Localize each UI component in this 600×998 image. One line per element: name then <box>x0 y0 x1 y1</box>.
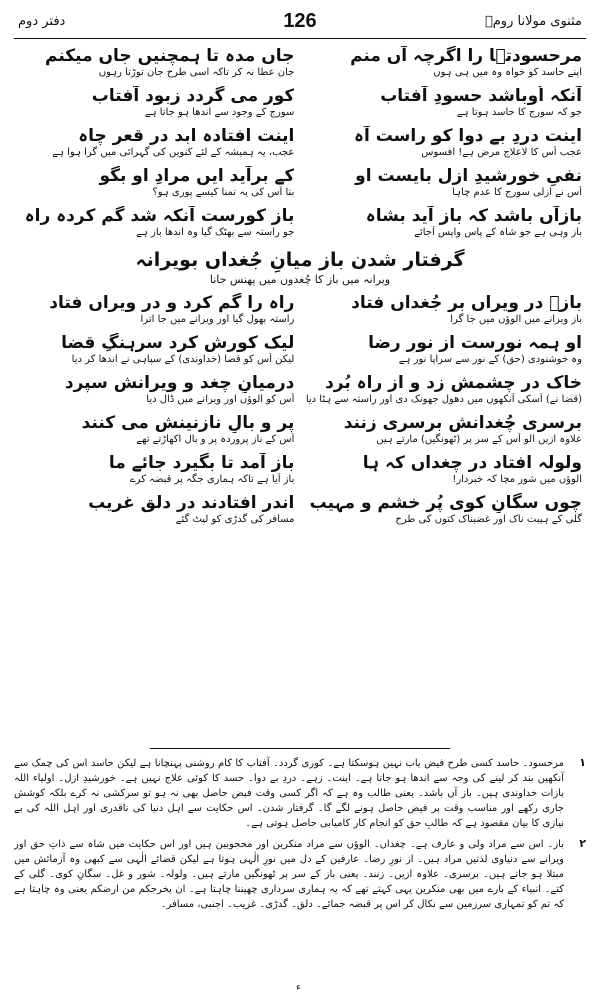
verse-block-1 <box>18 46 582 246</box>
translation-text: وہ خوشنودی (حق) کے نور سے سراپا نور ہے <box>398 354 582 365</box>
page-header <box>14 10 586 38</box>
couplet <box>18 493 582 533</box>
couplet <box>18 373 582 413</box>
verse-text: بازآں باشد کہ باز آید بشاہ <box>365 206 582 226</box>
couplet-first-hemistich <box>306 46 582 86</box>
couplet <box>18 413 582 453</box>
couplet-first-hemistich <box>306 206 582 246</box>
translation-text: گلی کے ہیبت ناک اور غضبناک کتوں کی طرح <box>395 514 582 525</box>
translation-text: جان عطا نہ کر تاکہ اسی طرح جان توڑتا رہوں <box>98 67 295 78</box>
couplet <box>18 166 582 206</box>
couplet-second-hemistich <box>18 46 294 86</box>
verse-text: آنکہ اُوباشد حسودِ آفتاب <box>380 86 582 106</box>
verse-text: باز آمد تا بگیرد جائے ما <box>108 453 295 473</box>
couplet-first-hemistich <box>306 293 582 333</box>
verse-text: خاک در چشمش زد و از راہ بُرد <box>325 373 582 393</box>
couplet-second-hemistich <box>18 126 294 166</box>
translation-text: باز ویرانے میں الوؤں میں جا گرا <box>450 314 582 325</box>
footnote-rule <box>150 748 450 749</box>
couplet <box>18 206 582 246</box>
translation-text: بتا اُس کی یہ تمنا کیسے پوری ہو؟ <box>152 187 295 198</box>
footnote-text: باز۔ اس سے مراد ولی و عارف ہے۔ چغداں۔ الوؤں سے مراد منکرین اور محجوبین ہیں اور اس حکایت میں شاہ سے ذاتِ حق اور ویرانے سے دنیاوی لذتیں مراد ہیں۔ از نورِ رضا۔ عارفین کے دل میں نورِ الٰہی ہوتا ہے لیکن قضائے الٰہی سے کبھی وہ آزمائش میں مبتلا ہو جاتے ہیں۔ برسری۔ علاوہ ازیں۔ زنند۔ یعنی باز کے سر پر ٹھونگیں مارتے ہیں۔ ولولہ۔ شور و غل۔ سگانِ کوی۔ گلی کے کتے۔ انبیاء کے بارے میں بھی منکرین یہی کہتے تھے کہ یہ ہماری سرداری چھیننا چاہتا ہے۔ ان یخرجکم من ارضکم یعنی وہ چاہتا ہے کہ تم کو تمہاری سرزمین سے نکال کر اس پر قبضہ جمائے۔ دلق۔ گدڑی۔ غریب۔ اجنبی، مسافر۔ <box>14 839 564 910</box>
couplet <box>18 86 582 126</box>
verse-text: بازؔ در ویراں بر جُغداں فتاد <box>351 293 582 313</box>
verse-text: لیک کورش کرد سرہنگِ قضا <box>61 333 295 353</box>
verse-text: او ہمہ نورست از نورِ رضا <box>368 333 582 353</box>
couplet-second-hemistich <box>18 493 294 533</box>
couplet-second-hemistich <box>18 86 294 126</box>
translation-text: جو راستہ سے بھٹک گیا وہ اندھا باز ہے <box>136 227 295 238</box>
verse-text: مرحسودتؔا را اگرچہ آں منم <box>350 46 582 66</box>
couplet-second-hemistich <box>18 453 294 493</box>
verse-text: کے برآید ایں مرادِ او بگو <box>99 166 295 186</box>
couplet-first-hemistich <box>306 86 582 126</box>
footnote-text: مرحسود۔ حاسد کسی طرح فیض یاب نہیں ہوسکتا ہے۔ کوری گردد۔ آفتاب کا کام روشنی پہنچانا ہے لیکن حاسد اس کی چمک سے آنکھیں بند کر لینے کی وجہ سے اندھا ہو جاتا ہے۔ اینت۔ زہے۔ دردِ بے دوا۔ حسد کا کوئی علاج نہیں ہے۔ خورشیدِ ازل۔ اولیاء اللہ بازات خداوندی ہیں۔ باز آں باشد۔ یعنی طالب وہ ہے کہ اگر کسی وقت فیض حاصل بھی نہ ہو تو سرکشی نہ کرے بلکہ کوشش جاری رکھے اور مناسب وقت پر فیض حاصل ہونے لگے گا۔ گرفتار شدن۔ اس حکایت سے اہل دنیا کی ناقدری اور اہل اللہ کی بے نیازی کا بیان مقصود ہے کہ طالبِ حق کو انجام کار کامیابی حاصل ہوتی ہے۔ <box>14 758 564 829</box>
verse-text: نفیِ خورشیدِ ازل بایست او <box>355 166 582 186</box>
verse-text: راہ را گم کرد و در ویراں فتاد <box>49 293 295 313</box>
translation-text: اُس کو الوؤں اور ویرانے میں ڈال دیا <box>146 394 295 405</box>
footnote <box>14 756 586 831</box>
translation-text: عجب اُس کا لاعلاج مرض ہے! افسوس <box>421 147 582 158</box>
verse-text: جاں مدہ تا ہمچنیں جاں میکنم <box>44 46 295 66</box>
verse-text: کور می گردد زبود آفتاب <box>91 86 295 106</box>
translation-text: مسافر کی گدڑی کو لپٹ گئے <box>175 514 295 525</box>
translation-text: راستہ بھول گیا اور ویرانے میں جا اترا <box>140 314 295 325</box>
verse-text: اندر افتادند در دلقِ غریب <box>88 493 295 513</box>
section-heading: گرفتار شدن باز میانِ جُغداں بویرانہ <box>135 249 465 271</box>
verse-text: اینت دردِ بے دوا کو راست آہ <box>353 126 582 146</box>
couplet <box>18 333 582 373</box>
translation-text: (قضا نے) اُسکی آنکھوں میں دھول جھونک دی اور راستہ سے ہٹا دیا <box>305 394 582 405</box>
couplet-second-hemistich <box>18 293 294 333</box>
couplet-second-hemistich <box>18 166 294 206</box>
verse-text: برسری چُغدانش برسری زنند <box>343 413 582 433</box>
couplet-first-hemistich <box>306 493 582 533</box>
translation-text: باز وہی ہے جو شاہ کے پاس واپس آجائے <box>414 227 582 238</box>
couplet-second-hemistich <box>18 333 294 373</box>
book-title: مثنوی مولانا رومؒ <box>484 14 582 29</box>
couplet-first-hemistich <box>306 373 582 413</box>
header-rule <box>14 38 586 39</box>
poem-body <box>18 46 582 738</box>
couplet-first-hemistich <box>306 413 582 453</box>
couplet-second-hemistich <box>18 206 294 246</box>
translation-text: عجب، یہ ہمیشہ کے لئے کنویں کی گہرائی میں گرا ہوا ہے <box>52 147 295 158</box>
translation-text: سورج کے وجود سے اندھا ہو جاتا ہے <box>144 107 295 118</box>
couplet-first-hemistich <box>306 166 582 206</box>
translation-text: لیکن اُس کو قضا (خداوندی) کے سپاہی نے اندھا کر دیا <box>71 354 295 365</box>
couplet-second-hemistich <box>18 413 294 453</box>
translation-text: جو کہ سورج کا حاسد ہوتا ہے <box>456 107 582 118</box>
couplet <box>18 46 582 86</box>
verse-text: درمیانِ چغد و ویرانش سپرد <box>64 373 295 393</box>
section-subheading: ویرانہ میں باز کا چُغدوں میں پھنس جانا <box>209 273 391 286</box>
couplet <box>18 453 582 493</box>
couplet-second-hemistich <box>18 373 294 413</box>
verse-text: چوں سگانِ کوی پُر خشم و مہیب <box>309 493 582 513</box>
translation-text: اپنے حاسد کو خواہ وہ میں ہی ہوں <box>433 67 582 78</box>
couplet-first-hemistich <box>306 126 582 166</box>
page-mark: ء <box>296 982 301 993</box>
verse-text: ولولہ افتاد در چغداں کہ ہا <box>362 453 582 473</box>
couplet <box>18 126 582 166</box>
footnote-number: ۲ <box>579 837 586 850</box>
couplet <box>18 293 582 333</box>
translation-text: اُس کے ناز پروردہ پر و بال اکھاڑتے تھے <box>136 434 295 445</box>
verse-text: باز کورست آنکہ شد گم کردہ راہ <box>24 206 295 226</box>
couplet-first-hemistich <box>306 333 582 373</box>
verse-text: اینت افتادہ ابد در قعرِ چاہ <box>78 126 295 146</box>
volume-label: دفتر دوم <box>18 14 66 29</box>
translation-text: علاوہ ازیں الو اُس کے سر پر (ٹھونگیں) مارتے ہیں <box>376 434 582 445</box>
footnote-number: ۱ <box>579 756 586 769</box>
couplet-first-hemistich <box>306 453 582 493</box>
page-number: 126 <box>283 10 317 32</box>
verse-block-2 <box>18 293 582 533</box>
footnotes <box>14 756 586 918</box>
translation-text: اُس نے ازلی سورج کا عدم چاہا <box>452 187 582 198</box>
footnote <box>14 837 586 912</box>
translation-text: الوؤں میں شور مچا کہ خبردار! <box>452 474 582 485</box>
verse-text: پر و بالِ نازنینش می کنند <box>81 413 295 433</box>
translation-text: باز آیا ہے تاکہ ہماری جگہ پر قبضہ کرے <box>129 474 295 485</box>
